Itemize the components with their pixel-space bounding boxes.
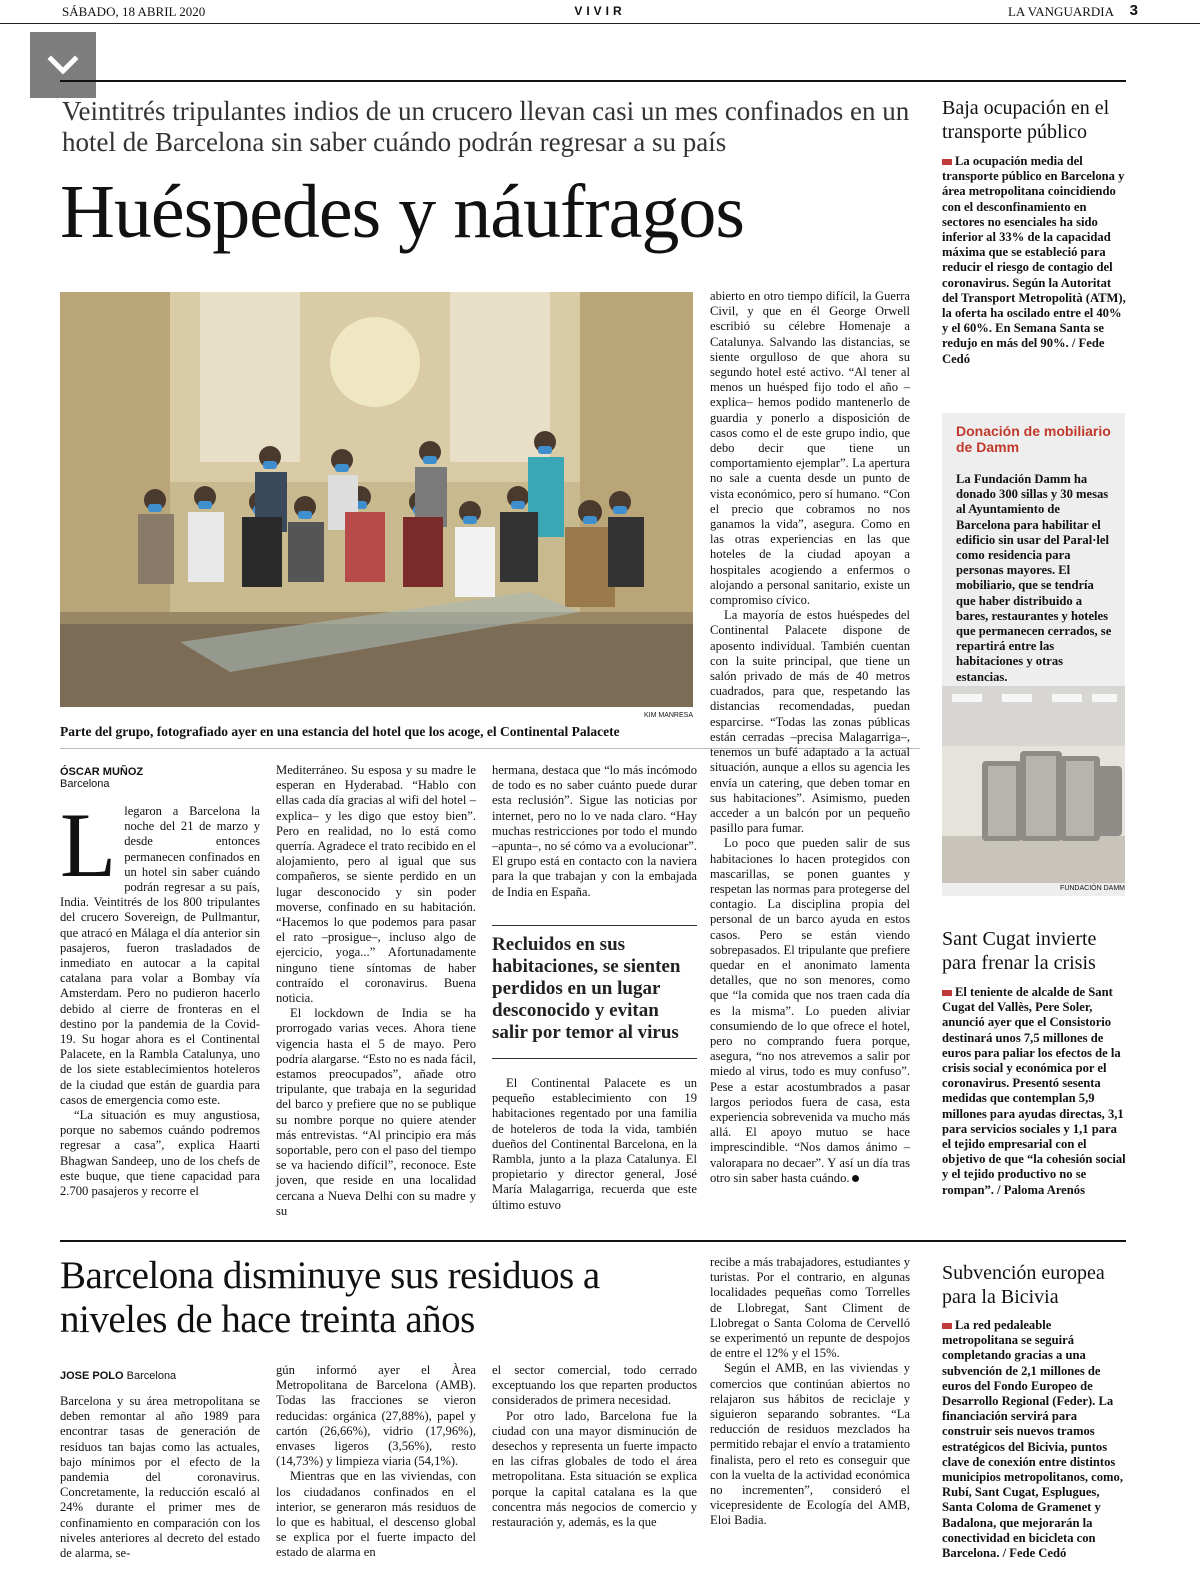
- sidebar-text-transport: [942, 154, 1127, 367]
- header-page-number: 3: [1129, 2, 1138, 19]
- header-newspaper: LA VANGUARDIA: [1007, 4, 1114, 19]
- photo-credit: KIM MANRESA: [643, 712, 693, 719]
- second-column-3: [492, 1363, 697, 1530]
- paragraph: El lockdown de India se ha prorrogado varias veces. Ahora tiene vigencia hasta el 5 de mayo. Pero podría alargarse. “Esto no es nada fácil, estamos preocupados”, añade otro tripulante, que trabaja en la seguridad del barco y prefiere que no se publique su nombre porque no quiere atender más entrevistas. “Al principio era más soportable, pero con el paso del tiempo se va haciendo difícil”, reconoce. Este joven, que reside en una localidad cercana a Nueva Delhi con su madre y su: [276, 1006, 476, 1218]
- sidebar-text-santcugat: [942, 985, 1127, 1198]
- bullet-icon: [942, 159, 952, 165]
- paragraph: Mediterráneo. Su esposa y su madre le esperan en Hyderabad. “Hablo con ellas cada día gracias al wifi del hotel –explica– y les digo que estoy bien”. Pero en realidad, no lo está como querría. Agradece el trato recibido en el alojamiento, pero al igual que sus compañeros, se siente perdido en un lugar desconocido y sin poder moverse, confinado en su habitación. “Hacemos lo que podemos para pasar el rato –prosigue–, incluso algo de ejercicio, yoga...” Afortunadamente ninguno tiene síntomas de haber contraído el coronavirus. Buena noticia.: [276, 763, 476, 1006]
- second-byline-name: JOSE POLO: [60, 1370, 124, 1382]
- article-deck: Veintitrés tripulantes indios de un crucero llevan casi un mes confinados en un hotel de Barcelona sin saber cuándo podrán regresar a su país: [62, 96, 910, 157]
- bullet-icon: [942, 990, 952, 996]
- bullet-icon: [942, 1323, 952, 1329]
- page-header: [0, 0, 1200, 24]
- second-column-4: [710, 1255, 910, 1529]
- photo-caption: Parte del grupo, fotografiado ayer en una estancia del hotel que los acoge, el Continental Palacete: [60, 724, 620, 739]
- sidebar-text: El teniente de alcalde de Sant Cugat del Vallès, Pere Soler, anunció ayer que el Consistorio destinará unos 7,5 millones de euros para paliar los efectos de la crisis social y económica por el coronavirus. Presentó sesenta medidas que contemplan 5,9 millones para ayudas directas, 3,1 para servicios sociales y 1,1 para el tejido empresarial con el objetivo de que “la cohesión social y el tejido productivo no se rompan”. / Paloma Arenós: [942, 985, 1126, 1197]
- paragraph: “La situación es muy angustiosa, porque no sabemos cuándo podremos regresar a casa”, explica Haarti Bhagwan Sandeep, uno de los chefs de este buque, que tiene capacidad para 2.700 pasajeros y recorre el: [60, 1108, 260, 1199]
- header-date: SÁBADO, 18 ABRIL 2020: [62, 4, 206, 19]
- section-rule: [60, 1240, 1126, 1242]
- sidebar-title-bicivia: Subvención europea para la Bicivia: [942, 1262, 1105, 1308]
- sidebar-text-bicivia: [942, 1318, 1127, 1561]
- sidebar-text: La red pedaleable metropolitana se seguirá completando gracias a una subvención de 2,1 millones de euros del Fondo Europeo de Desarrollo Regional (Feder). La financiación servirá para construir seis nuevos tramos estratégicos del Bicivia, puntos clave de conexión entre distintos municipios metropolitanos, como, Rubí, Sant Cugat, Esplugues, Santa Coloma de Gramenet y Badalona, que mejorarán la conectividad en bicicleta con Barcelona. / Fede Cedó: [942, 1318, 1123, 1561]
- paragraph: El Continental Palacete es un pequeño establecimiento con 19 habitaciones regentado por una familia de hoteleros de toda la vida, también dueños del Continental Barcelona, en la Rambla, junto a la plaza Catalunya. El propietario y director general, José María Malagarriga, recuerda que este último estuvo: [492, 1076, 697, 1212]
- article-column-3b: [492, 1076, 697, 1213]
- second-column-1: [60, 1394, 260, 1561]
- paragraph: [710, 836, 910, 1186]
- paragraph: el sector comercial, todo cerrado exceptuando los que reparten productos considerados de primera necesidad.: [492, 1363, 697, 1408]
- byline-place: Barcelona: [60, 778, 110, 790]
- byline: [60, 766, 143, 790]
- header-section: VIVIR: [574, 4, 626, 18]
- sidebar-box-title: Donación de mobiliario de Damm: [956, 423, 1111, 455]
- sidebar-title-santcugat: Sant Cugat invierte para frenar la crisis: [942, 928, 1097, 974]
- pullquote: Recluidos en sus habitaciones, se sienten perdidos en un lugar desconocido y evitan salir por temor al virus: [492, 934, 681, 1043]
- article-column-3: [492, 763, 697, 900]
- paragraph: Mientras que en las viviendas, con los ciudadanos confinados en el interior, se generaron más residuos de lo que es habitual, el descenso global se explica por el fuerte impacto del estado de alarma en: [276, 1469, 476, 1560]
- paragraph: recibe a más trabajadores, estudiantes y turistas. Por el contrario, en algunas localidades pequeñas como Torrelles de Llobregat, Sant Climent de Llobregat o Santa Coloma de Cervelló se experimentó un repunte de despojos de entre el 12% y el 15%.: [710, 1255, 910, 1361]
- pullquote-rule-bottom: [492, 1058, 697, 1059]
- paragraph: legaron a Barcelona la noche del 21 de marzo y desde entonces permanecen confinados en un hotel sin saber cuándo podrán regresar a su país, India. Veintitrés de los 800 tripulantes del crucero Sovereign, de Pullmantur, que atracó en Málaga el día anterior sin pasajeros, fueron trasladados de inmediato en autocar a la capital catalana para volar a Bombay vía Amsterdam. Pero no pudieron hacerlo debido al cierre de fronteras en el destino por la pandemia de la Covid-19. Su hogar ahora es el Continental Palacete, en la Rambla Catalunya, uno de los siete establecimientos hoteleros de la ciudad que están de guardia para casos de emergencia como este.: [60, 804, 260, 1107]
- article-column-1: [60, 794, 260, 1199]
- article-column-2: [276, 763, 476, 1219]
- pullquote-rule-top: [492, 925, 697, 926]
- chevron-down-icon: [45, 53, 81, 77]
- paragraph-text: Lo poco que pueden salir de sus habitaciones lo hacen protegidos con mascarillas, se ponen guantes y respetan las normas para protegerse del contagio. La disciplina propia del personal de un barco ayuda en estos casos. Pero se están viendo sobrepasados. El tripulante que prefiere quedar en el anonimato lamenta detalles, que no son menores, como que “la comida que nos traen cada día es la misma”. Lo pueden aliviar consumiendo de lo que ofrece el hotel, pero no comprando fuera porque, asegura, “no nos atrevemos a salir por miedo al virus, todo es muy confuso”. Pese a estar acostumbrados a pasar largos periodos fuera de casa, esta experiencia sobrevenida va mucho más allá. El apoyo mutuo se hace imprescindible. “Nos damos ánimo –valorapara no decaer”. Y así un día tras otro sin saber hasta cuándo.: [710, 836, 910, 1185]
- byline-name: ÓSCAR MUÑOZ: [60, 766, 144, 778]
- paragraph: abierto en otro tiempo difícil, la Guerra Civil, y que en él George Orwell escribió su célebre Homenaje a Catalunya. Salvando las distancias, se siente orgulloso de que ahora su segundo hotel esté activo. “Al tener al menos un huésped fijo todo el año –explica– hemos podido mantenerlo de guardia y ponerlo a disposición de casos como el de este grupo indio, que debo decir que tiene un comportamiento ejemplar”. La apertura no sale a cuenta desde un punto de vista económico, pero sí humano. “Con el precio que cobramos no nos ganamos la vida”, asegura. Como en las otras experiencias en las que hoteles de la ciudad apoyan a hospitales acogiendo a enfermos o alojando a personal sanitario, existe un compromiso cívico.: [710, 289, 910, 608]
- article-photo: [60, 292, 693, 707]
- paragraph: Por otro lado, Barcelona fue la ciudad con una mayor disminución de desechos y representa un fuerte impacto en las cifras globales de todo el área metropolitana. Esta situación se explica porque la capital catalana es la que concentra más negocios de comercio y restauración y, además, es la que: [492, 1408, 697, 1530]
- paragraph: hermana, destaca que “lo más incómodo de todo es no saber cuánto puede durar esta reclusión”. Sigue las noticias por internet, pero no lo ve nada claro. “Hay muchas restricciones por todo el mundo –apunta–, no sé cómo va a evolucionar”. El grupo está en contacto con la naviera para la que trabajan y con la embajada de India en España.: [492, 763, 697, 899]
- sidebar-title-transport: Baja ocupación en el transporte público: [942, 97, 1110, 143]
- sidebar-box-photo: [942, 686, 1125, 883]
- collapse-button[interactable]: [30, 32, 96, 98]
- drop-cap: L: [60, 794, 117, 896]
- second-column-2: [276, 1363, 476, 1561]
- paragraph: Barcelona y su área metropolitana se deben remontar al año 1989 para encontrar tasas de generación de residuos tan bajas como las actuales, bajo mínimos por el efecto de la pandemia del coronavirus. Concretamente, la reducción escaló al 24% durante el primer mes de confinamiento en comparación con los niveles anteriores al decreto del estado de alarma, se-: [60, 1394, 260, 1561]
- sidebar-photo-credit: FUNDACIÓN DAMM: [1060, 885, 1125, 892]
- article-headline: Huéspedes y náufragos: [60, 170, 744, 254]
- sidebar-box-text: La Fundación Damm ha donado 300 sillas y 30 mesas al Ayuntamiento de Barcelona para habilitar el edificio sin usar del Paral·lel como residencia para personas mayores. El mobiliario, que se tendría que haber distribuido a bares, restaurantes y hoteles que permanecen cerrados, se repartirá entre las habitaciones y otras estancias.: [956, 472, 1112, 684]
- second-headline: Barcelona disminuye sus residuos a niveles de hace treinta años: [60, 1254, 600, 1341]
- article-column-4: [710, 289, 910, 1186]
- paragraph: gún informó ayer el Àrea Metropolitana de Barcelona (AMB). Todas las fracciones se vieron reducidas: orgánica (27,88%), papel y cartón (26,66%), vidrio (17,96%), envases ligeros (3,56%), resto (14,73%) y limpieza viaria (54,1%).: [276, 1363, 476, 1469]
- top-rule: [60, 80, 1126, 82]
- paragraph: La mayoría de estos huéspedes del Continental Palacete dispone de aposento individual. También cuentan con la suite principal, que tiene un salón privado de más de 40 metros cuadrados, para que, respetando las distancias recomendadas, puedan esparcirse. “Todas las zonas públicas están cerradas –precisa Malagarriga–, tenemos un bufé adaptado a la actual situación, aunque a ellos su agencia les envía un catering, que deben tomar en sus habitaciones”. Asimismo, pueden acceder a un balcón por un pequeño pasillo para fumar.: [710, 608, 910, 836]
- end-mark-icon: [852, 1175, 859, 1182]
- second-byline: [60, 1370, 176, 1382]
- sidebar-text: La ocupación media del transporte público en Barcelona y área metropolitana coincidiendo con el desconfinamiento en sectores no esenciales ha sido inferior al 33% de la capacidad máxima que se estableció para reducir el riesgo de contagio del coronavirus. Según la Autoritat del Transport Metropolità (ATM), la oferta ha oscilado entre el 40% y el 60%. En Semana Santa se redujo en más del 90%. / Fede Cedó: [942, 154, 1126, 366]
- paragraph: Según el AMB, en las viviendas y comercios que continúan abiertos no relajaron sus hábitos de reciclaje y siguieron separando sobrantes. “La reducción de residuos mezclados ha permitido rebajar el envío a tratamiento finalista, pero el reto es conseguir que con la vuelta de la actividad económica no incrementen”, consideró el vicepresidente de Ecología del AMB, Eloi Badia.: [710, 1361, 910, 1528]
- second-byline-place: Barcelona: [126, 1370, 177, 1382]
